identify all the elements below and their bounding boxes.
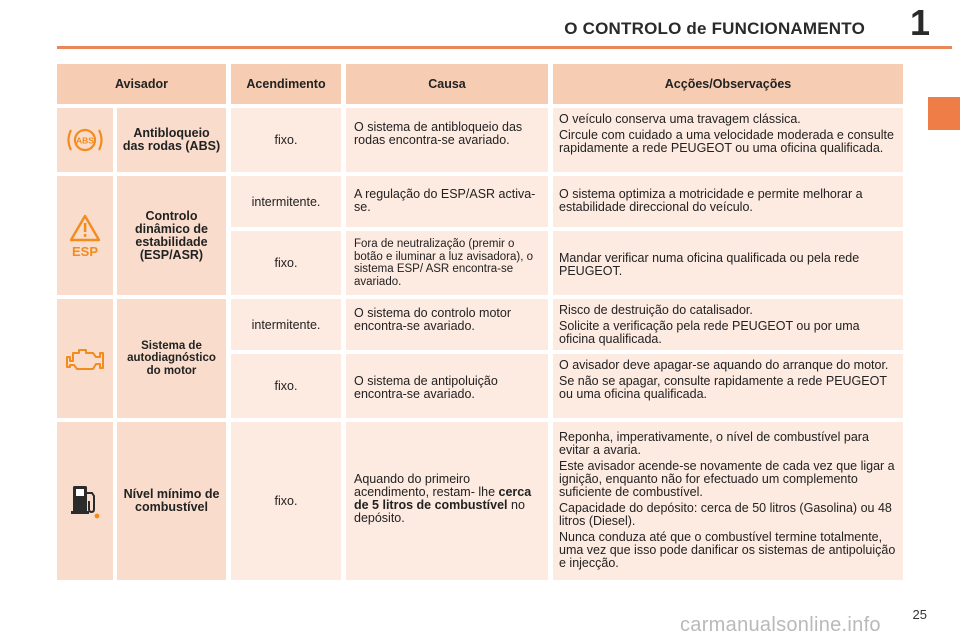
action-text: O veículo conserva uma travagem clássica. (559, 112, 801, 126)
cause-cell: A regulação do ESP/ASR activa-se. (346, 176, 548, 227)
column-header-causa: Causa (346, 64, 548, 104)
esp-warning-icon (68, 213, 102, 259)
state-cell: intermitente. (231, 176, 341, 227)
column-header-acendimento: Acendimento (231, 64, 341, 104)
column-header-accoes: Acções/Observações (553, 64, 903, 104)
action-text: Risco de destruição do catalisador. (559, 303, 753, 317)
cause-cell: Fora de neutralização (premir o botão e iluminar a luz avisadora), o sistema ESP/ ASR encontra-se avariado. (346, 231, 548, 295)
svg-text:ABS: ABS (76, 135, 94, 146)
actions-cell (553, 231, 903, 295)
action-text: Este avisador acende-se novamente de cada vez que ligar a ignição, enquanto não for efectuado um complemento suficiente de combustível. (559, 459, 895, 499)
action-text: Circule com cuidado a uma velocidade moderada e consulte rapidamente a rede PEUGEOT ou uma oficina qualificada. (559, 128, 894, 155)
icon-cell (57, 108, 113, 172)
action-text: Solicite a verificação pela rede PEUGEOT ou por uma oficina qualificada. (559, 319, 860, 346)
abs-warning-icon (65, 125, 105, 155)
action-text: O sistema optimiza a motricidade e permite melhorar a estabilidade direccional do veículo. (559, 187, 863, 214)
page-title: O CONTROLO de FUNCIONAMENTO (564, 19, 865, 38)
fuel-level-icon (67, 481, 103, 521)
action-text: O avisador deve apagar-se aquando do arranque do motor. (559, 358, 889, 372)
warning-name: Nível mínimo de combustível (117, 422, 226, 580)
action-text: Nunca conduza até que o combustível termine totalmente, uma vez que isso pode danificar os sistemas de antipoluição e injecção. (559, 530, 896, 570)
cause-cell (346, 422, 548, 580)
cause-text: Aquando do primeiro acendimento, restam- lhe (354, 472, 499, 499)
actions-cell (553, 108, 903, 172)
chapter-number: 1 (909, 2, 930, 43)
action-text: Mandar verificar numa oficina qualificada ou pela rede PEUGEOT. (559, 251, 860, 278)
cause-emphasis: cerca de 5 litros de combustível (354, 485, 532, 512)
engine-warning-icon (64, 344, 106, 374)
svg-text:ESP: ESP (71, 243, 99, 259)
warning-name: Sistema de autodiagnóstico do motor (117, 299, 226, 418)
warning-name: Controlo dinâmico de estabilidade (ESP/ASR) (117, 176, 226, 295)
action-text: Capacidade do depósito: cerca de 50 litros (Gasolina) ou 48 litros (Diesel). (559, 501, 892, 528)
column-header-avisador: Avisador (57, 64, 226, 104)
warning-name: Antibloqueio das rodas (ABS) (117, 108, 226, 172)
icon-cell (57, 299, 113, 418)
actions-cell (553, 299, 903, 350)
cause-text-end: no depósito. (354, 498, 525, 525)
actions-cell (553, 422, 903, 580)
cause-cell: O sistema de antipoluição encontra-se avariado. (346, 354, 548, 418)
actions-cell (553, 176, 903, 227)
header-divider (57, 46, 952, 49)
icon-cell (57, 176, 113, 295)
state-cell: fixo. (231, 422, 341, 580)
state-cell: fixo. (231, 108, 341, 172)
action-text: Se não se apagar, consulte rapidamente a rede PEUGEOT ou uma oficina qualificada. (559, 374, 887, 401)
state-cell: fixo. (231, 354, 341, 418)
action-text: Reponha, imperativamente, o nível de combustível para evitar a avaria. (559, 430, 869, 457)
state-cell: fixo. (231, 231, 341, 295)
page-number: 25 (912, 607, 927, 622)
watermark: carmanualsonline.info (680, 614, 881, 636)
cause-cell: O sistema de antibloqueio das rodas encontra-se avariado. (346, 108, 548, 172)
cause-cell: O sistema do controlo motor encontra-se avariado. (346, 299, 548, 350)
chapter-tab (928, 97, 960, 130)
state-cell: intermitente. (231, 299, 341, 350)
icon-cell (57, 422, 113, 580)
actions-cell (553, 354, 903, 418)
